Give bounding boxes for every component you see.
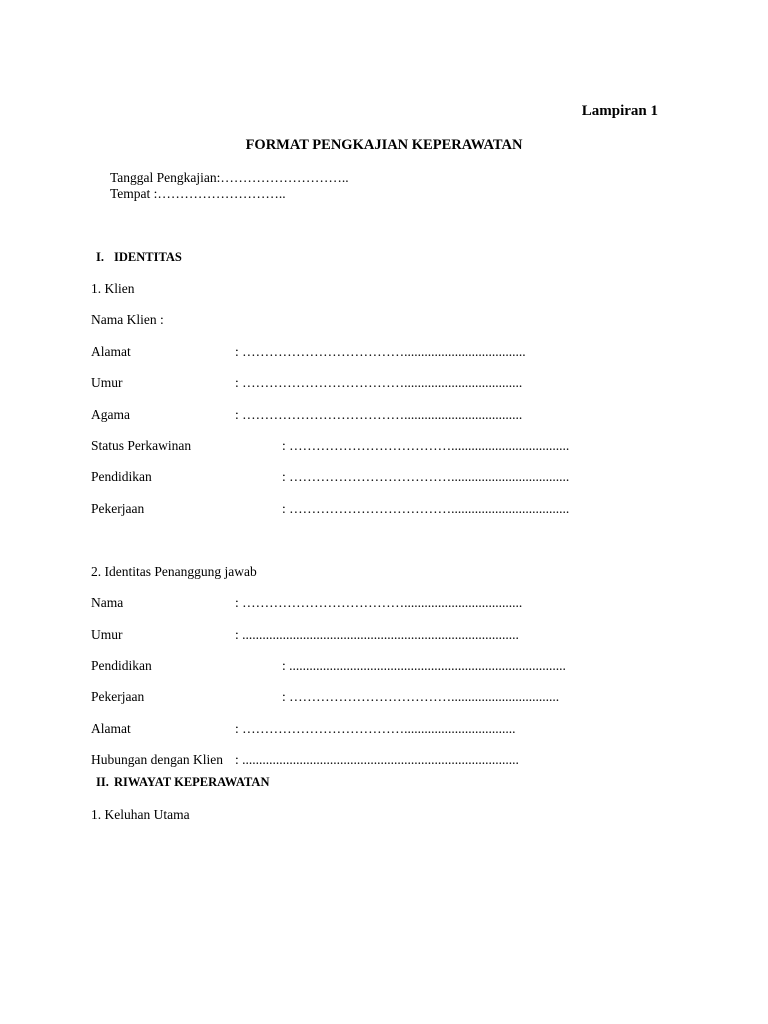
document-title: FORMAT PENGKAJIAN KEPERAWATAN (245, 137, 523, 153)
field-label: Alamat (91, 721, 131, 736)
field-label: Pekerjaan (91, 501, 145, 516)
section-title: IDENTITAS (114, 250, 182, 264)
field-label: Pekerjaan (91, 689, 145, 704)
penanggung-jawab-heading: 2. Identitas Penanggung jawab (91, 564, 257, 579)
section-number: I. (96, 250, 104, 264)
field-value: : ………………………………................................... (282, 501, 570, 516)
field-value: : .................................................................................. (235, 752, 519, 767)
field-value: : .................................................................................. (235, 627, 519, 642)
tempat: Tempat :……………………….. (110, 186, 286, 201)
field-value: : ………………………………................................... (235, 375, 523, 390)
section-title: RIWAYAT KEPERAWATAN (114, 775, 270, 789)
lampiran-label: Lampiran 1 (581, 103, 658, 119)
field-value: : ………………………………................................... (282, 469, 570, 484)
field-value: : .................................................................................. (282, 658, 566, 673)
field-label: Alamat (91, 344, 131, 359)
keluhan-utama: 1. Keluhan Utama (91, 807, 190, 822)
field-label: Pendidikan (91, 658, 152, 673)
field-value: : ………………………………................................. (235, 721, 516, 736)
field-value: : ………………………………................................... (235, 407, 523, 422)
section-identitas-heading (96, 251, 182, 264)
klien-heading: 1. Klien (91, 281, 135, 296)
field-label: Pendidikan (91, 469, 152, 484)
field-value: : ………………………………................................ (282, 689, 560, 704)
nama-klien-label: Nama Klien : (91, 312, 164, 327)
field-value: : ………………………………................................... (235, 595, 523, 610)
field-value: : ………………………………................................... (282, 438, 570, 453)
section-number: II. (96, 775, 109, 789)
tanggal-pengkajian: Tanggal Pengkajian:……………………….. (110, 170, 349, 185)
field-value: : ……………………………….................................... (235, 344, 526, 359)
field-label: Agama (91, 407, 130, 422)
field-label: Nama (91, 595, 124, 610)
field-label: Umur (91, 627, 123, 642)
field-label: Umur (91, 375, 123, 390)
field-label: Hubungan dengan Klien (91, 752, 223, 767)
section-riwayat-heading (96, 776, 269, 789)
field-label: Status Perkawinan (91, 438, 192, 453)
